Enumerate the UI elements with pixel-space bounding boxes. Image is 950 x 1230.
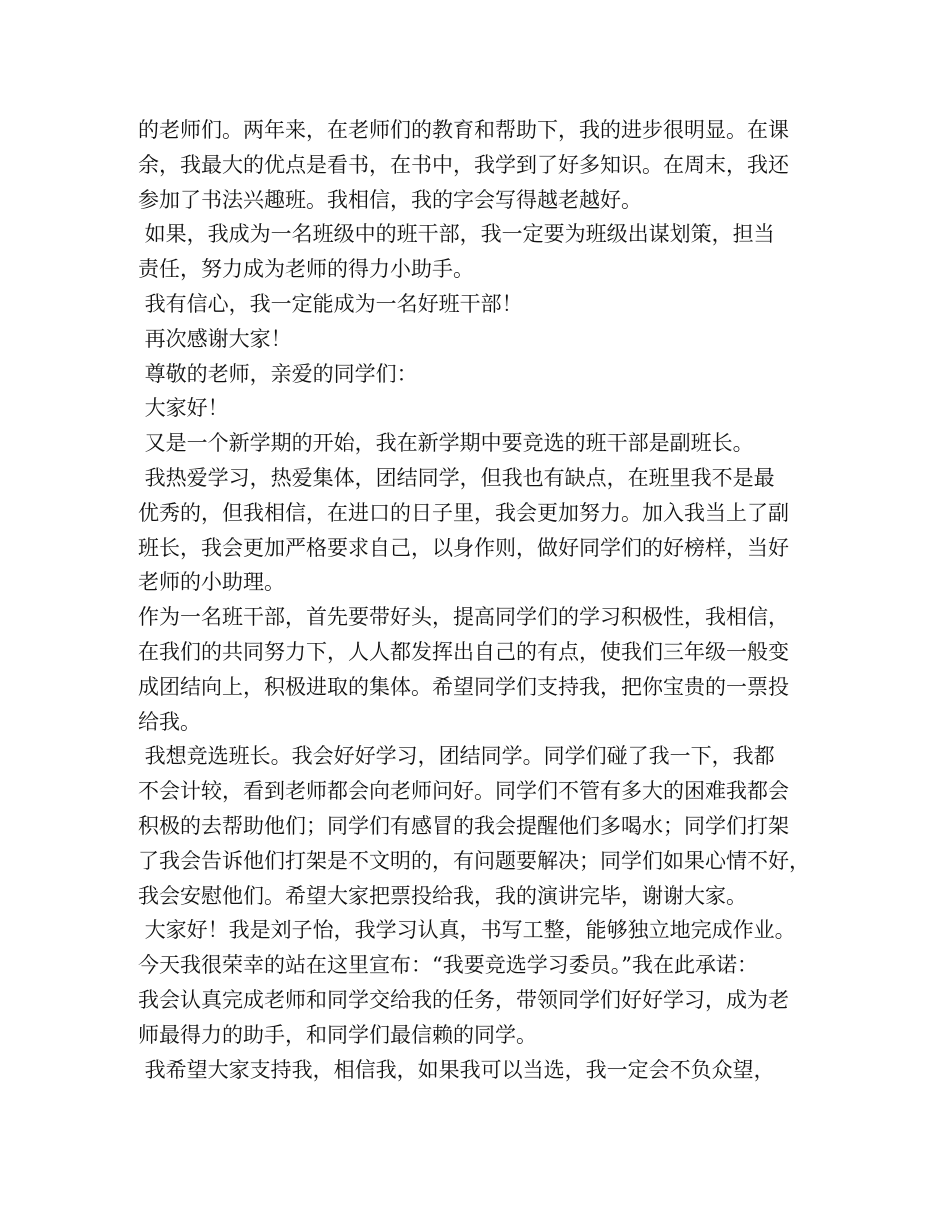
text-line: 给我。	[138, 709, 201, 734]
text-line: 我有信心，我一定能成为一名好班干部！	[138, 291, 523, 316]
text-line: 在我们的共同努力下，人人都发挥出自己的有点，使我们三年级一般变	[138, 639, 789, 664]
text-line: 老师的小助理。	[138, 570, 285, 595]
text-line: 我希望大家支持我，相信我，如果我可以当选，我一定会不负众望，	[138, 1057, 775, 1082]
text-line: 作为一名班干部，首先要带好头，提高同学们的学习积极性，我相信，	[138, 605, 789, 630]
text-line: 参加了书法兴趣班。我相信，我的字会写得越老越好。	[138, 187, 642, 212]
text-line: 的老师们。两年来，在老师们的教育和帮助下，我的进步很明显。在课	[138, 118, 789, 142]
text-line: 优秀的，但我相信，在进口的日子里，我会更加努力。加入我当上了副	[138, 500, 789, 525]
text-line: 师最得力的助手，和同学们最信赖的同学。	[138, 1022, 537, 1047]
text-line: 尊敬的老师，亲爱的同学们：	[138, 361, 418, 386]
text-line: 我想竞选班长。我会好好学习，团结同学。同学们碰了我一下，我都	[138, 744, 775, 769]
text-line: 了我会告诉他们打架是不文明的，有问题要解决；同学们如果心情不好，	[138, 848, 810, 873]
text-line: 如果，我成为一名班级中的班干部，我一定要为班级出谋划策，担当	[138, 222, 775, 247]
document-body	[138, 113, 838, 1087]
text-line: 余，我最大的优点是看书，在书中，我学到了好多知识。在周末，我还	[138, 152, 789, 177]
text-line: 班长，我会更加严格要求自己，以身作则，做好同学们的好榜样，当好	[138, 535, 789, 560]
text-line: 积极的去帮助他们；同学们有感冒的我会提醒他们多喝水；同学们打架	[138, 813, 789, 838]
text-line: 不会计较，看到老师都会向老师问好。同学们不管有多大的困难我都会	[138, 779, 789, 804]
text-line: 大家好！	[138, 396, 229, 421]
text-line: 今天我很荣幸的站在这里宣布：“我要竞选学习委员。”我在此承诺：	[138, 953, 758, 978]
text-line: 成团结向上，积极进取的集体。希望同学们支持我，把你宝贵的一票投	[138, 674, 789, 699]
text-line: 我热爱学习，热爱集体，团结同学，但我也有缺点，在班里我不是最	[138, 465, 775, 490]
text-line: 又是一个新学期的开始，我在新学期中要竞选的班干部是副班长。	[138, 431, 754, 456]
text-line: 再次感谢大家！	[138, 326, 292, 351]
text-line: 责任，努力成为老师的得力小助手。	[138, 257, 474, 282]
text-line: 大家好！我是刘子怡，我学习认真，书写工整，能够独立地完成作业。	[138, 918, 796, 943]
text-line: 我会认真完成老师和同学交给我的任务，带领同学们好好学习，成为老	[138, 987, 789, 1012]
text-line: 我会安慰他们。希望大家把票投给我，我的演讲完毕，谢谢大家。	[138, 883, 747, 908]
